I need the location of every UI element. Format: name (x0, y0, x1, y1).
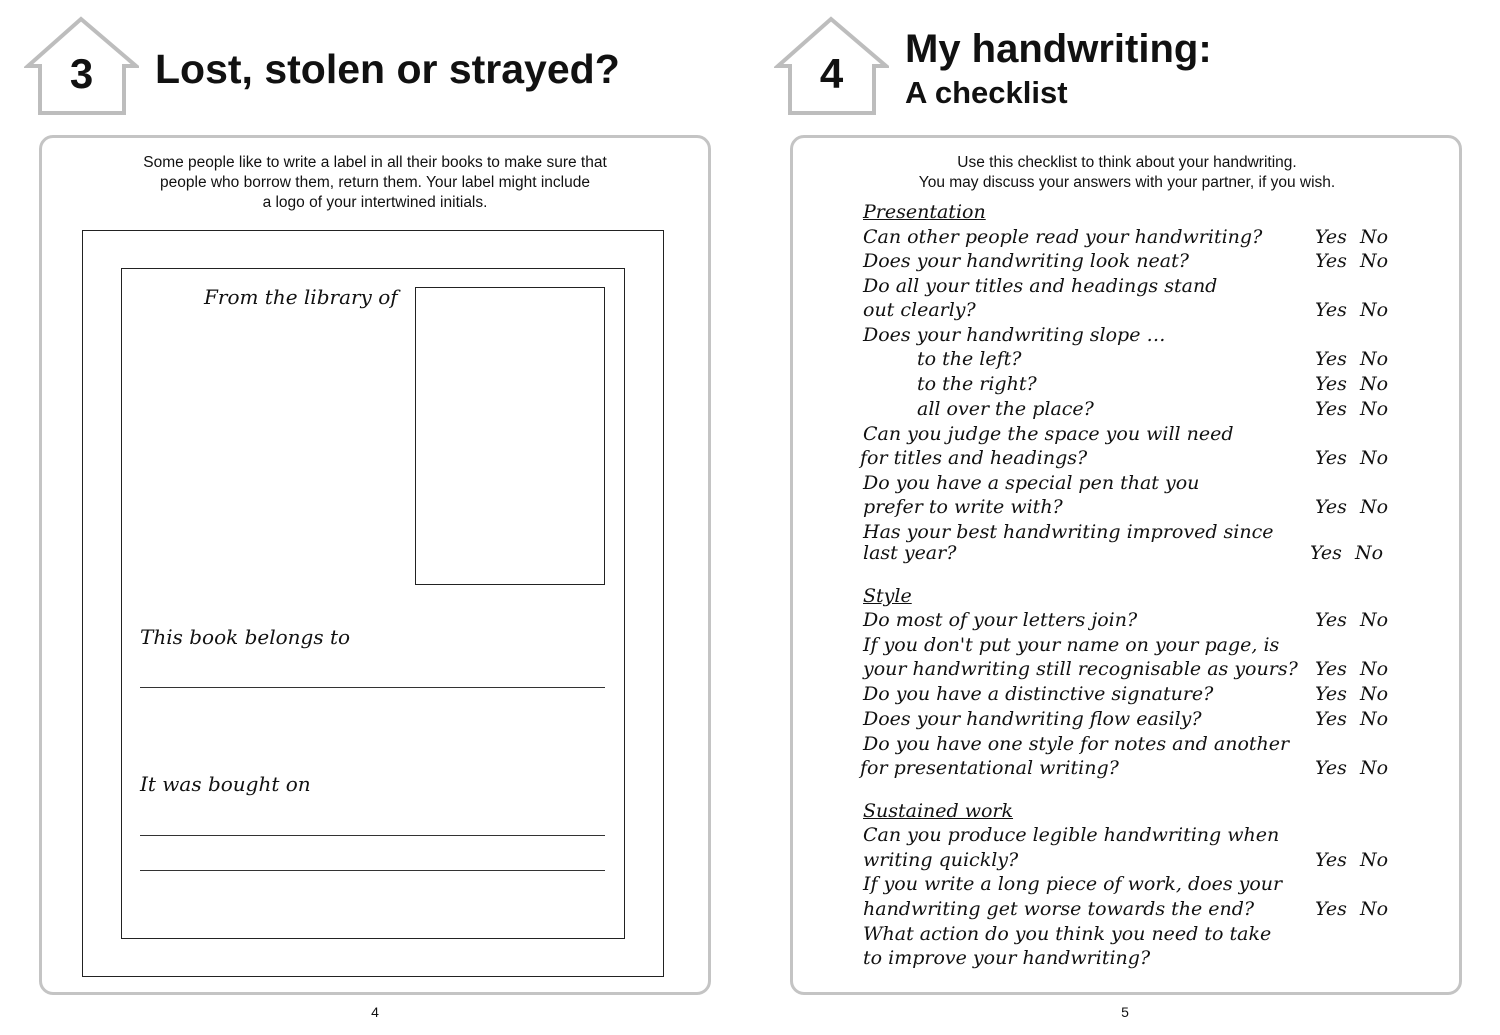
no-option[interactable]: No (1360, 250, 1389, 272)
yes-option[interactable]: Yes (1315, 683, 1347, 705)
bought-on-write-line[interactable] (140, 835, 605, 836)
intro-line: Use this checklist to think about your handwriting. (957, 154, 1297, 171)
checklist-question: Can you produce legible handwriting when (863, 824, 1280, 846)
checklist-question: Can other people read your handwriting? (863, 226, 1263, 248)
no-option[interactable]: No (1360, 898, 1389, 920)
checklist (860, 0, 1423, 1035)
no-option[interactable]: No (1360, 299, 1389, 321)
checklist-question: If you don't put your name on your page, is (863, 634, 1280, 656)
page-title: My handwriting: (905, 27, 1212, 71)
page-subtitle: A checklist (905, 75, 1068, 110)
yes-option[interactable]: Yes (1315, 447, 1347, 469)
checklist-question: Does your handwriting look neat? (863, 250, 1189, 272)
no-option[interactable]: No (1360, 398, 1389, 420)
belongs-to-label: This book belongs to (140, 625, 351, 649)
checklist-question: Do you have a distinctive signature? (863, 683, 1214, 705)
checklist-question: Has your best handwriting improved since (863, 521, 1274, 543)
page-number: 5 (1121, 1004, 1129, 1020)
yes-option[interactable]: Yes (1315, 849, 1347, 871)
yes-option[interactable]: Yes (1315, 299, 1347, 321)
intro-line: Some people like to write a label in all their books to make sure that (143, 154, 607, 171)
checklist-question: for titles and headings? (860, 447, 1088, 469)
checklist-question: for presentational writing? (860, 757, 1119, 779)
intro-line: people who borrow them, return them. Your label might include (160, 174, 590, 191)
intro-line: a logo of your intertwined initials. (262, 194, 488, 211)
yes-option[interactable]: Yes (1310, 542, 1342, 564)
checklist-question: If you write a long piece of work, does your (863, 873, 1283, 895)
yes-option[interactable]: Yes (1315, 708, 1347, 730)
house-icon (24, 16, 139, 116)
page-number: 4 (371, 1004, 379, 1020)
no-option[interactable]: No (1360, 226, 1389, 248)
checklist-question: What action do you think you need to take (863, 923, 1272, 945)
no-option[interactable]: No (1360, 496, 1389, 518)
checklist-question: your handwriting still recognisable as yours? (863, 658, 1298, 680)
logo-box[interactable] (415, 287, 605, 585)
section-number: 4 (819, 50, 844, 97)
section-number: 3 (69, 50, 94, 97)
yes-option[interactable]: Yes (1315, 348, 1347, 370)
checklist-question: Can you judge the space you will need (863, 423, 1234, 445)
bought-on-label: It was bought on (140, 772, 311, 796)
checklist-question: prefer to write with? (863, 496, 1063, 518)
yes-option[interactable]: Yes (1315, 658, 1347, 680)
checklist-question: to the left? (917, 348, 1022, 370)
checklist-question: Does your handwriting flow easily? (863, 708, 1202, 730)
yes-option[interactable]: Yes (1315, 398, 1347, 420)
yes-option[interactable]: Yes (1315, 757, 1347, 779)
checklist-question: Do all your titles and headings stand (863, 275, 1218, 297)
no-option[interactable]: No (1360, 708, 1389, 730)
no-option[interactable]: No (1360, 348, 1389, 370)
no-option[interactable]: No (1360, 849, 1389, 871)
checklist-question: Do most of your letters join? (863, 609, 1138, 631)
yes-option[interactable]: Yes (1315, 250, 1347, 272)
yes-option[interactable]: Yes (1315, 226, 1347, 248)
no-option[interactable]: No (1360, 447, 1389, 469)
checklist-question: handwriting get worse towards the end? (863, 898, 1255, 920)
checklist-question: all over the place? (917, 398, 1094, 420)
page-title: Lost, stolen or strayed? (155, 46, 620, 92)
no-option[interactable]: No (1360, 658, 1389, 680)
yes-option[interactable]: Yes (1315, 898, 1347, 920)
checklist-question: Does your handwriting slope … (863, 324, 1166, 346)
section-heading-style: Style (863, 585, 912, 607)
checklist-question: Do you have a special pen that you (863, 472, 1200, 494)
checklist-question: Do you have one style for notes and another (863, 733, 1290, 755)
checklist-question: to improve your handwriting? (863, 947, 1151, 969)
section-heading-sustained-work: Sustained work (863, 800, 1014, 822)
yes-option[interactable]: Yes (1315, 496, 1347, 518)
no-option[interactable]: No (1360, 609, 1389, 631)
checklist-question: to the right? (917, 373, 1037, 395)
no-option[interactable]: No (1360, 373, 1389, 395)
yes-option[interactable]: Yes (1315, 609, 1347, 631)
checklist-question: out clearly? (863, 299, 976, 321)
no-option[interactable]: No (1355, 542, 1384, 564)
checklist-question: writing quickly? (863, 849, 1019, 871)
belongs-to-write-line[interactable] (140, 687, 605, 688)
yes-option[interactable]: Yes (1315, 373, 1347, 395)
intro-line: You may discuss your answers with your partner, if you wish. (918, 174, 1336, 191)
bought-on-write-line-2[interactable] (140, 870, 605, 871)
no-option[interactable]: No (1360, 683, 1389, 705)
intro-text (60, 153, 690, 213)
section-heading-presentation: Presentation (863, 201, 986, 223)
checklist-question: last year? (863, 542, 957, 564)
no-option[interactable]: No (1360, 757, 1389, 779)
from-library-label: From the library of (204, 285, 398, 309)
